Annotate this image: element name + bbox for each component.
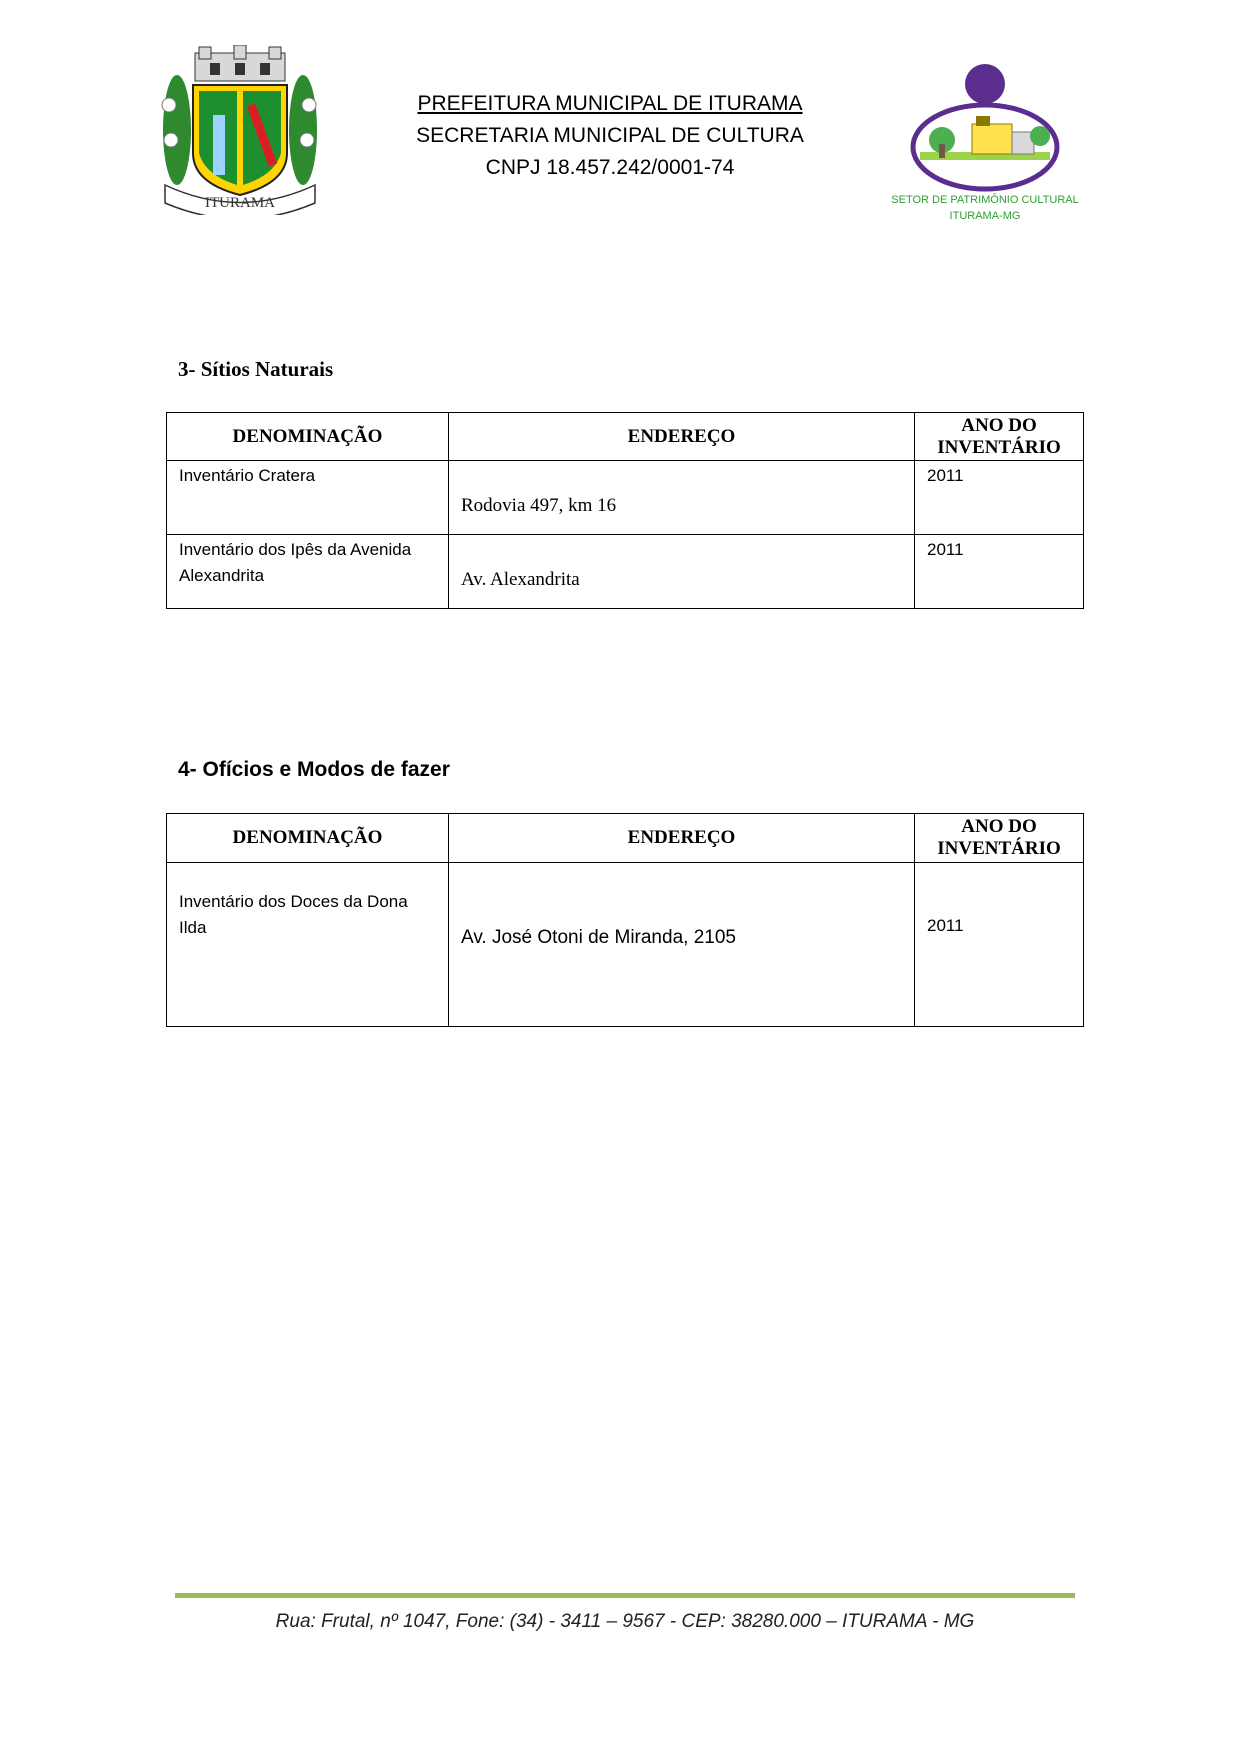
footer-address: Rua: Frutal, nº 1047, Fone: (34) - 3411 – 9567 - CEP: 38280.000 – ITURAMA - MG [275,1611,975,1632]
cell-denominacao: Inventário dos Doces da Dona Ilda [167,863,449,1027]
table-header-row [167,413,1084,461]
cell-denominacao: Inventário Cratera [167,461,449,535]
header-block [380,92,840,180]
cell-denominacao: Inventário dos Ipês da Avenida Alexandrita [167,535,449,609]
cell-endereco: Av. José Otoni de Miranda, 2105 [449,863,915,1027]
coat-of-arms-logo [155,45,325,215]
coat-ribbon-text: ITURAMA [205,195,275,211]
col-header-endereco: ENDEREÇO [449,814,915,863]
col-header-denominacao: DENOMINAÇÃO [167,814,449,863]
table-header-row [167,814,1084,863]
footer-rule [175,1593,1075,1598]
cell-ano: 2011 [915,461,1084,535]
table-row [167,461,1084,535]
cell-ano: 2011 [915,535,1084,609]
header-prefeitura: PREFEITURA MUNICIPAL DE ITURAMA [417,92,803,115]
header-cnpj: CNPJ 18.457.242/0001-74 [485,156,735,179]
cell-endereco: Av. Alexandrita [449,535,915,609]
section-title-sitios-naturais: 3- Sítios Naturais [178,357,334,381]
cell-endereco: Rodovia 497, km 16 [449,461,915,535]
heritage-caption-line1: SETOR DE PATRIMÔNIO CULTURAL [891,194,1079,206]
col-header-denominacao: DENOMINAÇÃO [167,413,449,461]
col-header-ano: ANO DO INVENTÁRIO [915,814,1084,863]
cell-ano: 2011 [915,863,1084,1027]
heritage-caption-line2: ITURAMA-MG [949,210,1021,222]
header-secretaria: SECRETARIA MUNICIPAL DE CULTURA [416,124,804,147]
table-sitios-naturais [166,412,1084,609]
heritage-caption [880,192,1090,224]
table-row [167,863,1084,1027]
col-header-endereco: ENDEREÇO [449,413,915,461]
table-oficios-modos-fazer [166,813,1084,1027]
table-row [167,535,1084,609]
col-header-ano: ANO DO INVENTÁRIO [915,413,1084,461]
section-title-oficios: 4- Ofícios e Modos de fazer [178,758,450,781]
